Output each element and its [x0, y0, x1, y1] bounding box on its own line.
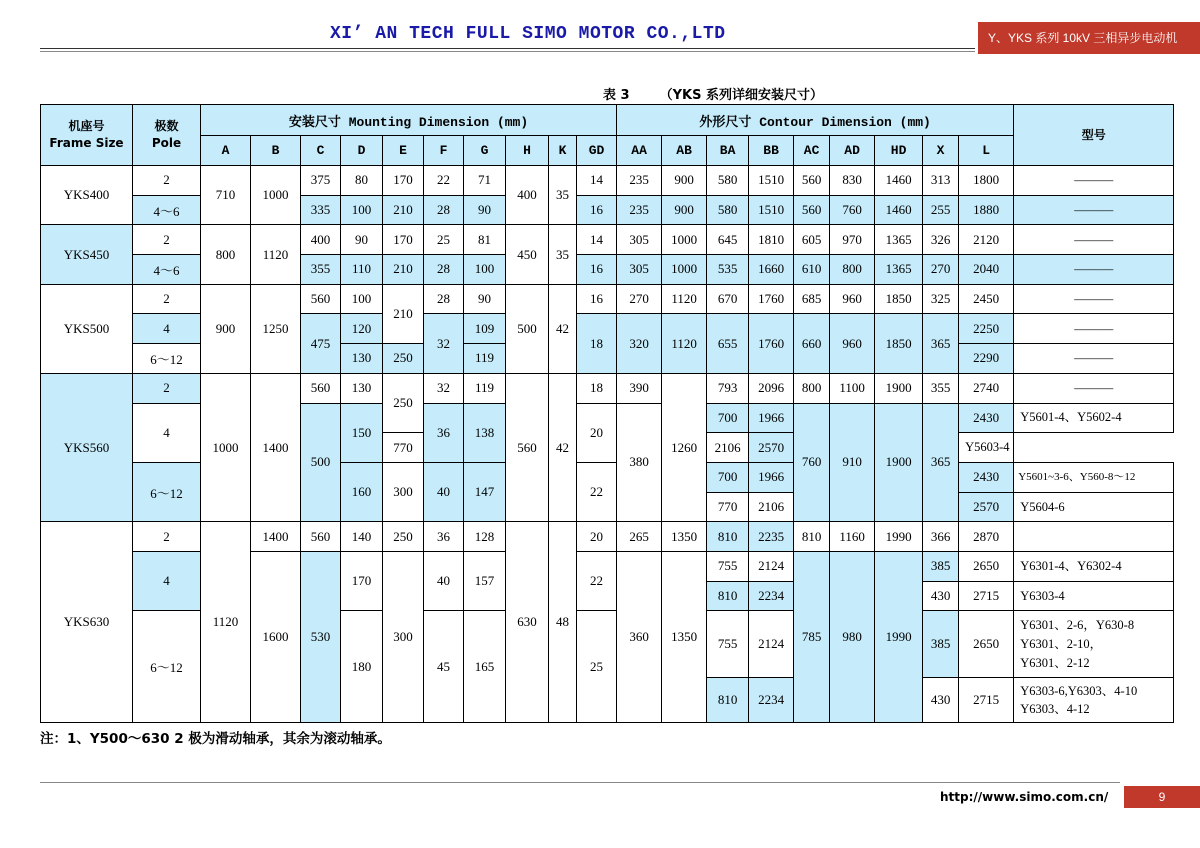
cell-GD: 22 — [577, 462, 617, 521]
cell-D: 180 — [341, 611, 383, 723]
cell-X: 365 — [923, 403, 959, 522]
cell-GD: 14 — [577, 225, 617, 255]
cell-C: 500 — [301, 403, 341, 522]
cell-L: 2120 — [959, 225, 1014, 255]
cell-BB: 2106 — [749, 492, 794, 522]
cell-AC: 685 — [794, 284, 830, 314]
cell-BB: 1810 — [749, 225, 794, 255]
cell-E: 210 — [383, 255, 424, 285]
cell-C: 560 — [301, 284, 341, 314]
cell-BB: 1760 — [749, 314, 794, 373]
cell-E: 250 — [383, 344, 424, 374]
cell-G: 90 — [464, 195, 506, 225]
cell-GD: 18 — [577, 373, 617, 403]
cell-AB: 1000 — [662, 255, 707, 285]
cell-AA: 305 — [617, 255, 662, 285]
col-header: E — [383, 136, 424, 166]
cell-X: 255 — [923, 195, 959, 225]
model-line: Y6301、2-10， — [1020, 636, 1103, 651]
cell-BA: 810 — [707, 581, 749, 611]
cell-AC: 785 — [794, 551, 830, 722]
cell-GD: 22 — [577, 551, 617, 610]
cell-C: 375 — [301, 166, 341, 196]
pole-cell: 2 — [133, 522, 201, 552]
cell-F: 32 — [424, 373, 464, 403]
cell-HD: 1900 — [875, 373, 923, 403]
cell-F: 40 — [424, 551, 464, 610]
cell-AB: 1350 — [662, 551, 707, 722]
cell-X: 270 — [923, 255, 959, 285]
cell-D: 150 — [341, 403, 383, 462]
cell-AC: 560 — [794, 195, 830, 225]
cell-C: 335 — [301, 195, 341, 225]
cell-AD: 910 — [830, 403, 875, 522]
model-cell: Y6301-4、Y6302-4 — [1014, 551, 1174, 581]
cell-F: 28 — [424, 284, 464, 314]
cell-AD: 760 — [830, 195, 875, 225]
cell-X: 325 — [923, 284, 959, 314]
cell-F: 32 — [424, 314, 464, 373]
cell-A: 900 — [201, 284, 251, 373]
cell-E: 210 — [383, 284, 424, 343]
cell-F: 28 — [424, 195, 464, 225]
cell-X: 430 — [923, 581, 959, 611]
cell-L: 2450 — [959, 284, 1014, 314]
cell-BB: 2124 — [749, 611, 794, 678]
bearing-note: 注：1、Y500～630 2 极为滑动轴承，其余为滚动轴承。 — [40, 731, 391, 747]
cell-E: 170 — [383, 166, 424, 196]
cell-G: 100 — [464, 255, 506, 285]
cell-AB: 1260 — [662, 373, 707, 521]
cell-D: 100 — [341, 195, 383, 225]
cell-A: 800 — [201, 225, 251, 284]
header-rule — [40, 48, 975, 49]
pole-cell: 4 — [133, 403, 201, 462]
model-cell: ——— — [1014, 314, 1174, 344]
header-mounting-dimension: 安装尺寸 Mounting Dimension (mm) — [201, 105, 617, 136]
col-header: AC — [794, 136, 830, 166]
model-cell: ——— — [1014, 344, 1174, 374]
cell-AD: 970 — [830, 225, 875, 255]
col-header: C — [301, 136, 341, 166]
model-line: Y6303、4-12 — [1020, 702, 1090, 717]
page-number: 9 — [1124, 786, 1200, 808]
table-row — [41, 166, 1174, 196]
cell-D: 100 — [341, 284, 383, 314]
model-cell: Y5601-4、Y5602-4 — [1014, 403, 1174, 433]
cell-C: 530 — [301, 551, 341, 722]
table-caption — [603, 84, 823, 103]
cell-G: 157 — [464, 551, 506, 610]
pole-cell: 4～6 — [133, 195, 201, 225]
header-rule-2 — [40, 51, 975, 52]
cell-D: 170 — [341, 551, 383, 610]
cell-BB: 2234 — [749, 581, 794, 611]
cell-BB: 1760 — [749, 284, 794, 314]
header-pole-cn: 极数 — [154, 119, 179, 134]
cell-BB: 1966 — [749, 403, 794, 433]
cell-BB: 1966 — [749, 462, 794, 492]
cell-GD: 16 — [577, 284, 617, 314]
frame-cell: YKS500 — [41, 284, 133, 373]
cell-E: 300 — [383, 462, 424, 521]
cell-D: 160 — [341, 462, 383, 521]
cell-X: 430 — [923, 678, 959, 723]
model-cell: ——— — [1014, 373, 1174, 403]
cell-L: 2290 — [959, 344, 1014, 374]
model-cell: ——— — [1014, 255, 1174, 285]
cell-L: 2740 — [959, 373, 1014, 403]
company-title: XI’ AN TECH FULL SIMO MOTOR CO.,LTD — [330, 24, 726, 44]
model-cell: ——— — [1014, 284, 1174, 314]
cell-BA: 535 — [707, 255, 749, 285]
cell-F: 36 — [424, 403, 464, 462]
cell-D: 130 — [341, 344, 383, 374]
model-cell: ——— — [1014, 225, 1174, 255]
cell-AB: 1000 — [662, 225, 707, 255]
cell-BA: 645 — [707, 225, 749, 255]
cell-BA: 810 — [707, 678, 749, 723]
cell-BA: 770 — [707, 492, 749, 522]
cell-GD: 20 — [577, 403, 617, 462]
cell-K: 48 — [549, 522, 577, 723]
cell-E: 300 — [383, 551, 424, 722]
cell-K: 35 — [549, 166, 577, 225]
col-header: BB — [749, 136, 794, 166]
cell-G: 119 — [464, 344, 506, 374]
pole-cell: 6～12 — [133, 611, 201, 723]
cell-C: 560 — [301, 522, 341, 552]
cell-AB: 1350 — [662, 522, 707, 552]
cell-B: 1000 — [251, 166, 301, 225]
cell-AC: 560 — [794, 166, 830, 196]
cell-AB: 900 — [662, 166, 707, 196]
series-tag: Y、YKS 系列 10kV 三相异步电动机 — [978, 22, 1200, 54]
cell-D: 90 — [341, 225, 383, 255]
col-header: F — [424, 136, 464, 166]
cell-AD: 1100 — [830, 373, 875, 403]
cell-X: 365 — [923, 314, 959, 373]
header-model: 型号 — [1014, 105, 1174, 166]
model-cell: Y5601~3-6、Y560-8～12 — [1014, 462, 1174, 492]
cell-G: 119 — [464, 373, 506, 403]
pole-cell: 2 — [133, 373, 201, 403]
cell-X: 355 — [923, 373, 959, 403]
cell-HD: 1365 — [875, 255, 923, 285]
cell-BA: 810 — [707, 522, 749, 552]
website-link[interactable]: http://www.simo.com.cn/ — [940, 790, 1109, 804]
cell-A: 1120 — [201, 522, 251, 723]
cell-B: 1400 — [251, 522, 301, 552]
cell-D: 130 — [341, 373, 383, 403]
cell-HD: 1460 — [875, 195, 923, 225]
cell-AA: 380 — [617, 403, 662, 522]
col-header: AB — [662, 136, 707, 166]
header-frame-cn: 机座号 — [68, 119, 105, 134]
cell-BB: 2235 — [749, 522, 794, 552]
cell-AD: 960 — [830, 314, 875, 373]
footer-rule — [40, 782, 1120, 783]
cell-L: 2430 — [959, 403, 1014, 433]
cell-B: 1400 — [251, 373, 301, 521]
cell-L: 2570 — [959, 492, 1014, 522]
cell-HD: 1900 — [875, 403, 923, 522]
col-header: AA — [617, 136, 662, 166]
cell-BB: 1510 — [749, 195, 794, 225]
cell-GD: 25 — [577, 611, 617, 723]
cell-D: 140 — [341, 522, 383, 552]
cell-K: 42 — [549, 373, 577, 521]
cell-HD: 1990 — [875, 522, 923, 552]
col-header: D — [341, 136, 383, 166]
cell-L: 2650 — [959, 551, 1014, 581]
cell-E: 250 — [383, 522, 424, 552]
table-title: （YKS 系列详细安装尺寸） — [659, 88, 823, 103]
cell-G: 128 — [464, 522, 506, 552]
cell-AD: 1160 — [830, 522, 875, 552]
cell-AD: 980 — [830, 551, 875, 722]
cell-F: 36 — [424, 522, 464, 552]
cell-GD: 16 — [577, 195, 617, 225]
cell-L: 1880 — [959, 195, 1014, 225]
cell-B: 1120 — [251, 225, 301, 284]
cell-AA: 235 — [617, 195, 662, 225]
frame-cell: YKS400 — [41, 166, 133, 225]
cell-BA: 700 — [707, 462, 749, 492]
cell-L: 2650 — [959, 611, 1014, 678]
model-line: Y6303-6,Y6303、4-10 — [1020, 683, 1138, 698]
col-header: HD — [875, 136, 923, 166]
cell-AD: 960 — [830, 284, 875, 314]
cell-F: 40 — [424, 462, 464, 521]
pole-cell: 6～12 — [133, 462, 201, 521]
col-header: L — [959, 136, 1014, 166]
frame-cell: YKS450 — [41, 225, 133, 284]
cell-F: 45 — [424, 611, 464, 723]
model-cell: Y5603-4 — [959, 433, 1014, 463]
cell-X: 326 — [923, 225, 959, 255]
table-row — [41, 373, 1174, 403]
table-number: 表 3 — [603, 88, 630, 103]
cell-H: 400 — [506, 166, 549, 225]
cell-A: 710 — [201, 166, 251, 225]
cell-BB: 2096 — [749, 373, 794, 403]
col-header: G — [464, 136, 506, 166]
cell-D: 80 — [341, 166, 383, 196]
cell-K: 35 — [549, 225, 577, 284]
col-header: X — [923, 136, 959, 166]
cell-BB: 1510 — [749, 166, 794, 196]
cell-L: 2715 — [959, 581, 1014, 611]
table-row — [41, 522, 1174, 552]
cell-BA: 670 — [707, 284, 749, 314]
cell-AA: 305 — [617, 225, 662, 255]
cell-AB: 1120 — [662, 284, 707, 314]
cell-E: 170 — [383, 225, 424, 255]
cell-X: 366 — [923, 522, 959, 552]
cell-AC: 800 — [794, 373, 830, 403]
cell-C: 355 — [301, 255, 341, 285]
cell-X: 385 — [923, 611, 959, 678]
cell-BB: 1660 — [749, 255, 794, 285]
cell-H: 560 — [506, 373, 549, 521]
table-row — [41, 284, 1174, 314]
header-contour-dimension: 外形尺寸 Contour Dimension (mm) — [617, 105, 1014, 136]
pole-cell: 6～12 — [133, 344, 201, 374]
cell-F: 22 — [424, 166, 464, 196]
cell-AC: 610 — [794, 255, 830, 285]
cell-H: 630 — [506, 522, 549, 723]
cell-K: 42 — [549, 284, 577, 373]
cell-HD: 1850 — [875, 314, 923, 373]
cell-HD: 1365 — [875, 225, 923, 255]
cell-L: 2430 — [959, 462, 1014, 492]
cell-BA: 755 — [707, 551, 749, 581]
cell-AA: 360 — [617, 551, 662, 722]
col-header: BA — [707, 136, 749, 166]
cell-E: 210 — [383, 195, 424, 225]
cell-L: 2870 — [959, 522, 1014, 552]
model-cell: Y6303-4 — [1014, 581, 1174, 611]
cell-D: 110 — [341, 255, 383, 285]
cell-G: 109 — [464, 314, 506, 344]
cell-B: 1250 — [251, 284, 301, 373]
cell-G: 138 — [464, 403, 506, 462]
col-header: A — [201, 136, 251, 166]
cell-G: 165 — [464, 611, 506, 723]
cell-HD: 1850 — [875, 284, 923, 314]
cell-AB: 900 — [662, 195, 707, 225]
model-cell — [1014, 678, 1174, 723]
cell-AA: 390 — [617, 373, 662, 403]
header-frame-en: Frame Size — [49, 136, 124, 150]
cell-BA: 770 — [383, 433, 424, 463]
cell-BB: 2106 — [707, 433, 749, 463]
cell-G: 71 — [464, 166, 506, 196]
cell-B: 1600 — [251, 551, 301, 722]
model-cell: ——— — [1014, 166, 1174, 196]
model-cell: Y5604-6 — [1014, 492, 1174, 522]
cell-L: 1800 — [959, 166, 1014, 196]
model-cell — [1014, 522, 1174, 552]
cell-GD: 20 — [577, 522, 617, 552]
cell-L: 2040 — [959, 255, 1014, 285]
cell-HD: 1460 — [875, 166, 923, 196]
cell-L: 2250 — [959, 314, 1014, 344]
cell-BA: 580 — [707, 166, 749, 196]
cell-AC: 605 — [794, 225, 830, 255]
cell-H: 500 — [506, 284, 549, 373]
model-line: Y6301、2-6，Y630-8 — [1020, 618, 1135, 633]
cell-X: 313 — [923, 166, 959, 196]
cell-AD: 800 — [830, 255, 875, 285]
cell-D: 120 — [341, 314, 383, 344]
model-line: Y6301、2-12 — [1020, 655, 1090, 670]
cell-AD: 830 — [830, 166, 875, 196]
cell-BA: 655 — [707, 314, 749, 373]
dimension-table — [40, 104, 1174, 723]
model-cell — [1014, 611, 1174, 678]
col-header: H — [506, 136, 549, 166]
cell-BA: 755 — [707, 611, 749, 678]
header-pole — [133, 105, 201, 166]
cell-F: 25 — [424, 225, 464, 255]
cell-AA: 265 — [617, 522, 662, 552]
cell-BA: 793 — [707, 373, 749, 403]
table-row — [41, 225, 1174, 255]
cell-AA: 320 — [617, 314, 662, 373]
cell-L: 2715 — [959, 678, 1014, 723]
pole-cell: 4 — [133, 551, 201, 610]
cell-C: 400 — [301, 225, 341, 255]
frame-cell: YKS630 — [41, 522, 133, 723]
cell-GD: 18 — [577, 314, 617, 373]
frame-cell: YKS560 — [41, 373, 133, 521]
model-cell: ——— — [1014, 195, 1174, 225]
col-header: K — [549, 136, 577, 166]
cell-E: 250 — [383, 373, 424, 432]
cell-AC: 760 — [794, 403, 830, 522]
cell-G: 90 — [464, 284, 506, 314]
header-frame-size — [41, 105, 133, 166]
pole-cell: 2 — [133, 225, 201, 255]
cell-A: 1000 — [201, 373, 251, 521]
pole-cell: 4 — [133, 314, 201, 344]
col-header: AD — [830, 136, 875, 166]
cell-AB: 1120 — [662, 314, 707, 373]
col-header: GD — [577, 136, 617, 166]
cell-HD: 1990 — [875, 551, 923, 722]
cell-AC: 810 — [794, 522, 830, 552]
cell-GD: 14 — [577, 166, 617, 196]
cell-BB: 2234 — [749, 678, 794, 723]
header-pole-en: Pole — [151, 136, 182, 150]
cell-BA: 700 — [707, 403, 749, 433]
pole-cell: 2 — [133, 166, 201, 196]
cell-H: 450 — [506, 225, 549, 284]
pole-cell: 2 — [133, 284, 201, 314]
cell-G: 147 — [464, 462, 506, 521]
cell-G: 81 — [464, 225, 506, 255]
cell-AC: 660 — [794, 314, 830, 373]
cell-AA: 270 — [617, 284, 662, 314]
cell-C: 475 — [301, 314, 341, 373]
cell-AA: 235 — [617, 166, 662, 196]
col-header: B — [251, 136, 301, 166]
cell-BA: 580 — [707, 195, 749, 225]
cell-GD: 16 — [577, 255, 617, 285]
cell-BB: 2124 — [749, 551, 794, 581]
cell-F: 28 — [424, 255, 464, 285]
cell-X: 385 — [923, 551, 959, 581]
cell-C: 560 — [301, 373, 341, 403]
cell-L: 2570 — [749, 433, 794, 463]
pole-cell: 4～6 — [133, 255, 201, 285]
